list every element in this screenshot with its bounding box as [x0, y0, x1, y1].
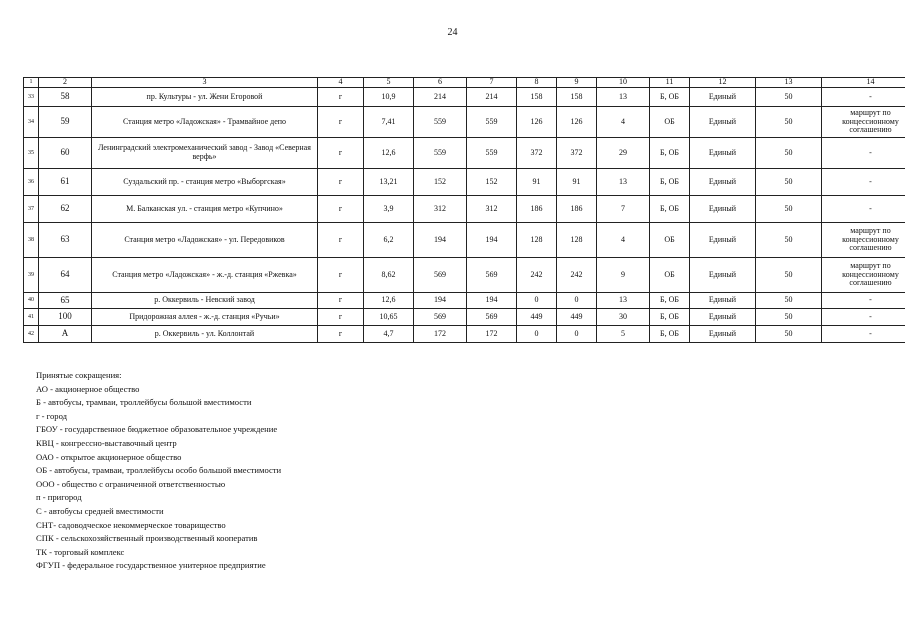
table-cell: 34: [24, 107, 39, 138]
table-cell: 62: [39, 196, 92, 223]
column-header: 1: [24, 78, 39, 88]
table-cell: -: [822, 169, 905, 196]
table-cell: р. Оккервиль - Невский завод: [92, 293, 318, 309]
table-cell: 42: [24, 326, 39, 343]
table-cell: 0: [517, 293, 557, 309]
table-cell: г: [318, 258, 364, 293]
table-cell: г: [318, 138, 364, 169]
table-cell: Суздальский пр. - станция метро «Выборгская»: [92, 169, 318, 196]
table-cell: 5: [597, 326, 650, 343]
table-cell: Б, ОБ: [650, 293, 690, 309]
table-row: [24, 138, 905, 169]
table-cell: 4: [597, 107, 650, 138]
table-cell: г: [318, 196, 364, 223]
table-cell: 12,6: [364, 138, 414, 169]
table-cell: г: [318, 169, 364, 196]
table-cell: Ленинградский электромеханический завод - Завод «Северная верфь»: [92, 138, 318, 169]
table-cell: 449: [557, 309, 597, 326]
column-header: 13: [756, 78, 822, 88]
table-cell: 59: [39, 107, 92, 138]
table-row: [24, 258, 905, 293]
table-cell: Единый: [690, 223, 756, 258]
table-cell: 0: [557, 293, 597, 309]
table-cell: 194: [467, 293, 517, 309]
column-header: 11: [650, 78, 690, 88]
table-cell: 7,41: [364, 107, 414, 138]
column-header: 8: [517, 78, 557, 88]
column-header: 9: [557, 78, 597, 88]
table-cell: 126: [557, 107, 597, 138]
table-cell: р. Оккервиль - ул. Коллонтай: [92, 326, 318, 343]
table-cell: 50: [756, 293, 822, 309]
table-cell: г: [318, 88, 364, 107]
table-cell: 91: [557, 169, 597, 196]
table-cell: 100: [39, 309, 92, 326]
table-cell: 312: [414, 196, 467, 223]
table-cell: 64: [39, 258, 92, 293]
column-header: 7: [467, 78, 517, 88]
table-cell: 242: [517, 258, 557, 293]
table-cell: 559: [467, 138, 517, 169]
table-cell: 559: [414, 138, 467, 169]
table-cell: Станция метро «Ладожская» - ул. Передовиков: [92, 223, 318, 258]
table-cell: 242: [557, 258, 597, 293]
table-cell: 559: [414, 107, 467, 138]
table-cell: г: [318, 326, 364, 343]
table-cell: 128: [557, 223, 597, 258]
table-cell: 13: [597, 88, 650, 107]
table-cell: М. Балканская ул. - станция метро «Купчино»: [92, 196, 318, 223]
table-cell: Единый: [690, 169, 756, 196]
table-cell: -: [822, 88, 905, 107]
table-cell: 12,6: [364, 293, 414, 309]
table-cell: Б, ОБ: [650, 169, 690, 196]
table-cell: ОБ: [650, 258, 690, 293]
table-row: [24, 309, 905, 326]
column-header: 2: [39, 78, 92, 88]
table-cell: Единый: [690, 293, 756, 309]
table-cell: Единый: [690, 107, 756, 138]
table-cell: Станция метро «Ладожская» - ж.-д. станция «Ржевка»: [92, 258, 318, 293]
table-cell: 7: [597, 196, 650, 223]
table-cell: 50: [756, 326, 822, 343]
table-header-row: [24, 78, 905, 88]
table-cell: Станция метро «Ладожская» - Трамвайное депо: [92, 107, 318, 138]
table-cell: 372: [557, 138, 597, 169]
table-cell: 152: [414, 169, 467, 196]
legend-item: Б - автобусы, трамваи, троллейбусы большой вместимости: [36, 397, 252, 408]
table-cell: 91: [517, 169, 557, 196]
column-header: 14: [822, 78, 905, 88]
table-cell: пр. Культуры - ул. Жени Егоровой: [92, 88, 318, 107]
table-cell: 569: [467, 309, 517, 326]
legend-item: СНТ- садоводческое некоммерческое товарищество: [36, 519, 226, 530]
table-cell: 194: [467, 223, 517, 258]
table-cell: 50: [756, 88, 822, 107]
table-cell: Единый: [690, 309, 756, 326]
legend-item: ОАО - открытое акционерное общество: [36, 451, 182, 462]
table-cell: 29: [597, 138, 650, 169]
table-cell: маршрут по концессионному соглашению: [822, 258, 905, 293]
table-cell: Придорожная аллея - ж.-д. станция «Ручьи»: [92, 309, 318, 326]
table-cell: 9: [597, 258, 650, 293]
legend-item: ООО - общество с ограниченной ответственностью: [36, 478, 226, 489]
table-cell: 38: [24, 223, 39, 258]
table-cell: 4: [597, 223, 650, 258]
table-cell: 37: [24, 196, 39, 223]
table-cell: Б, ОБ: [650, 138, 690, 169]
table-cell: Б, ОБ: [650, 309, 690, 326]
table-cell: 3,9: [364, 196, 414, 223]
table-cell: Единый: [690, 138, 756, 169]
table-cell: 158: [557, 88, 597, 107]
table-cell: 128: [517, 223, 557, 258]
table-cell: 50: [756, 196, 822, 223]
table-cell: 60: [39, 138, 92, 169]
column-header: 12: [690, 78, 756, 88]
table-cell: г: [318, 223, 364, 258]
table-cell: маршрут по концессионному соглашению: [822, 107, 905, 138]
page-number: 24: [447, 27, 458, 38]
table-cell: 36: [24, 169, 39, 196]
table-cell: 40: [24, 293, 39, 309]
legend-item: СПК - сельскохозяйственный производственный кооператив: [36, 533, 258, 544]
table-cell: 559: [467, 107, 517, 138]
routes-table: [23, 77, 905, 343]
table-cell: г: [318, 293, 364, 309]
legend-item: АО - акционерное общество: [36, 383, 140, 394]
table-cell: -: [822, 326, 905, 343]
table-cell: 0: [517, 326, 557, 343]
table-cell: -: [822, 309, 905, 326]
table-row: [24, 107, 905, 138]
table-cell: 13: [597, 293, 650, 309]
table-cell: 41: [24, 309, 39, 326]
table-cell: 214: [414, 88, 467, 107]
table-cell: 50: [756, 107, 822, 138]
table-cell: 569: [414, 309, 467, 326]
table-row: [24, 326, 905, 343]
table-cell: 569: [467, 258, 517, 293]
legend-item: ГБОУ - государственное бюджетное образовательное учреждение: [36, 424, 278, 435]
table-cell: 126: [517, 107, 557, 138]
table-cell: 214: [467, 88, 517, 107]
table-cell: 50: [756, 223, 822, 258]
table-cell: -: [822, 293, 905, 309]
table-cell: 61: [39, 169, 92, 196]
table-cell: 194: [414, 223, 467, 258]
table-cell: 63: [39, 223, 92, 258]
column-header: 3: [92, 78, 318, 88]
table-cell: 50: [756, 138, 822, 169]
table-cell: 13,21: [364, 169, 414, 196]
table-cell: А: [39, 326, 92, 343]
table-row: [24, 293, 905, 309]
table-cell: 569: [414, 258, 467, 293]
table-cell: 10,65: [364, 309, 414, 326]
column-header: 6: [414, 78, 467, 88]
table-row: [24, 196, 905, 223]
column-header: 5: [364, 78, 414, 88]
column-header: 4: [318, 78, 364, 88]
table-cell: 158: [517, 88, 557, 107]
table-cell: 30: [597, 309, 650, 326]
column-header: 10: [597, 78, 650, 88]
table-cell: 449: [517, 309, 557, 326]
table-cell: 33: [24, 88, 39, 107]
table-cell: 194: [414, 293, 467, 309]
legend-item: п - пригород: [36, 492, 82, 503]
table-cell: 186: [557, 196, 597, 223]
table-cell: 186: [517, 196, 557, 223]
table-cell: Б, ОБ: [650, 196, 690, 223]
legend-item: г - город: [36, 410, 68, 421]
legend-item: ОБ - автобусы, трамваи, троллейбусы особо большой вместимости: [36, 465, 282, 476]
abbreviations-legend: [36, 369, 281, 573]
table-cell: Единый: [690, 88, 756, 107]
table-cell: 58: [39, 88, 92, 107]
table-cell: Б, ОБ: [650, 326, 690, 343]
table-cell: г: [318, 107, 364, 138]
table-cell: 50: [756, 309, 822, 326]
table-cell: 13: [597, 169, 650, 196]
table-cell: 372: [517, 138, 557, 169]
table-cell: Б, ОБ: [650, 88, 690, 107]
table-cell: 50: [756, 169, 822, 196]
table-cell: 35: [24, 138, 39, 169]
legend-item: КВЦ - конгрессно-выставочный центр: [36, 437, 177, 448]
table-cell: ОБ: [650, 107, 690, 138]
table-cell: маршрут по концессионному соглашению: [822, 223, 905, 258]
table-row: [24, 223, 905, 258]
table-cell: 6,2: [364, 223, 414, 258]
table-cell: 39: [24, 258, 39, 293]
table-cell: 4,7: [364, 326, 414, 343]
legend-title: Принятые сокращения:: [36, 370, 122, 380]
legend-item: ТК - торговый комплекс: [36, 546, 125, 557]
table-cell: 152: [467, 169, 517, 196]
table-cell: г: [318, 309, 364, 326]
table-cell: -: [822, 196, 905, 223]
table-cell: 0: [557, 326, 597, 343]
table-cell: Единый: [690, 326, 756, 343]
legend-item: С - автобусы средней вместимости: [36, 505, 164, 516]
table-cell: -: [822, 138, 905, 169]
table-row: [24, 169, 905, 196]
table-cell: 8,62: [364, 258, 414, 293]
table-cell: ОБ: [650, 223, 690, 258]
table-cell: Единый: [690, 258, 756, 293]
table-row: [24, 88, 905, 107]
table-cell: 50: [756, 258, 822, 293]
table-cell: 10,9: [364, 88, 414, 107]
table-cell: 172: [414, 326, 467, 343]
table-cell: 65: [39, 293, 92, 309]
table-cell: 172: [467, 326, 517, 343]
legend-item: ФГУП - федеральное государственное унитерное предприятие: [36, 560, 266, 571]
table-cell: Единый: [690, 196, 756, 223]
table-cell: 312: [467, 196, 517, 223]
